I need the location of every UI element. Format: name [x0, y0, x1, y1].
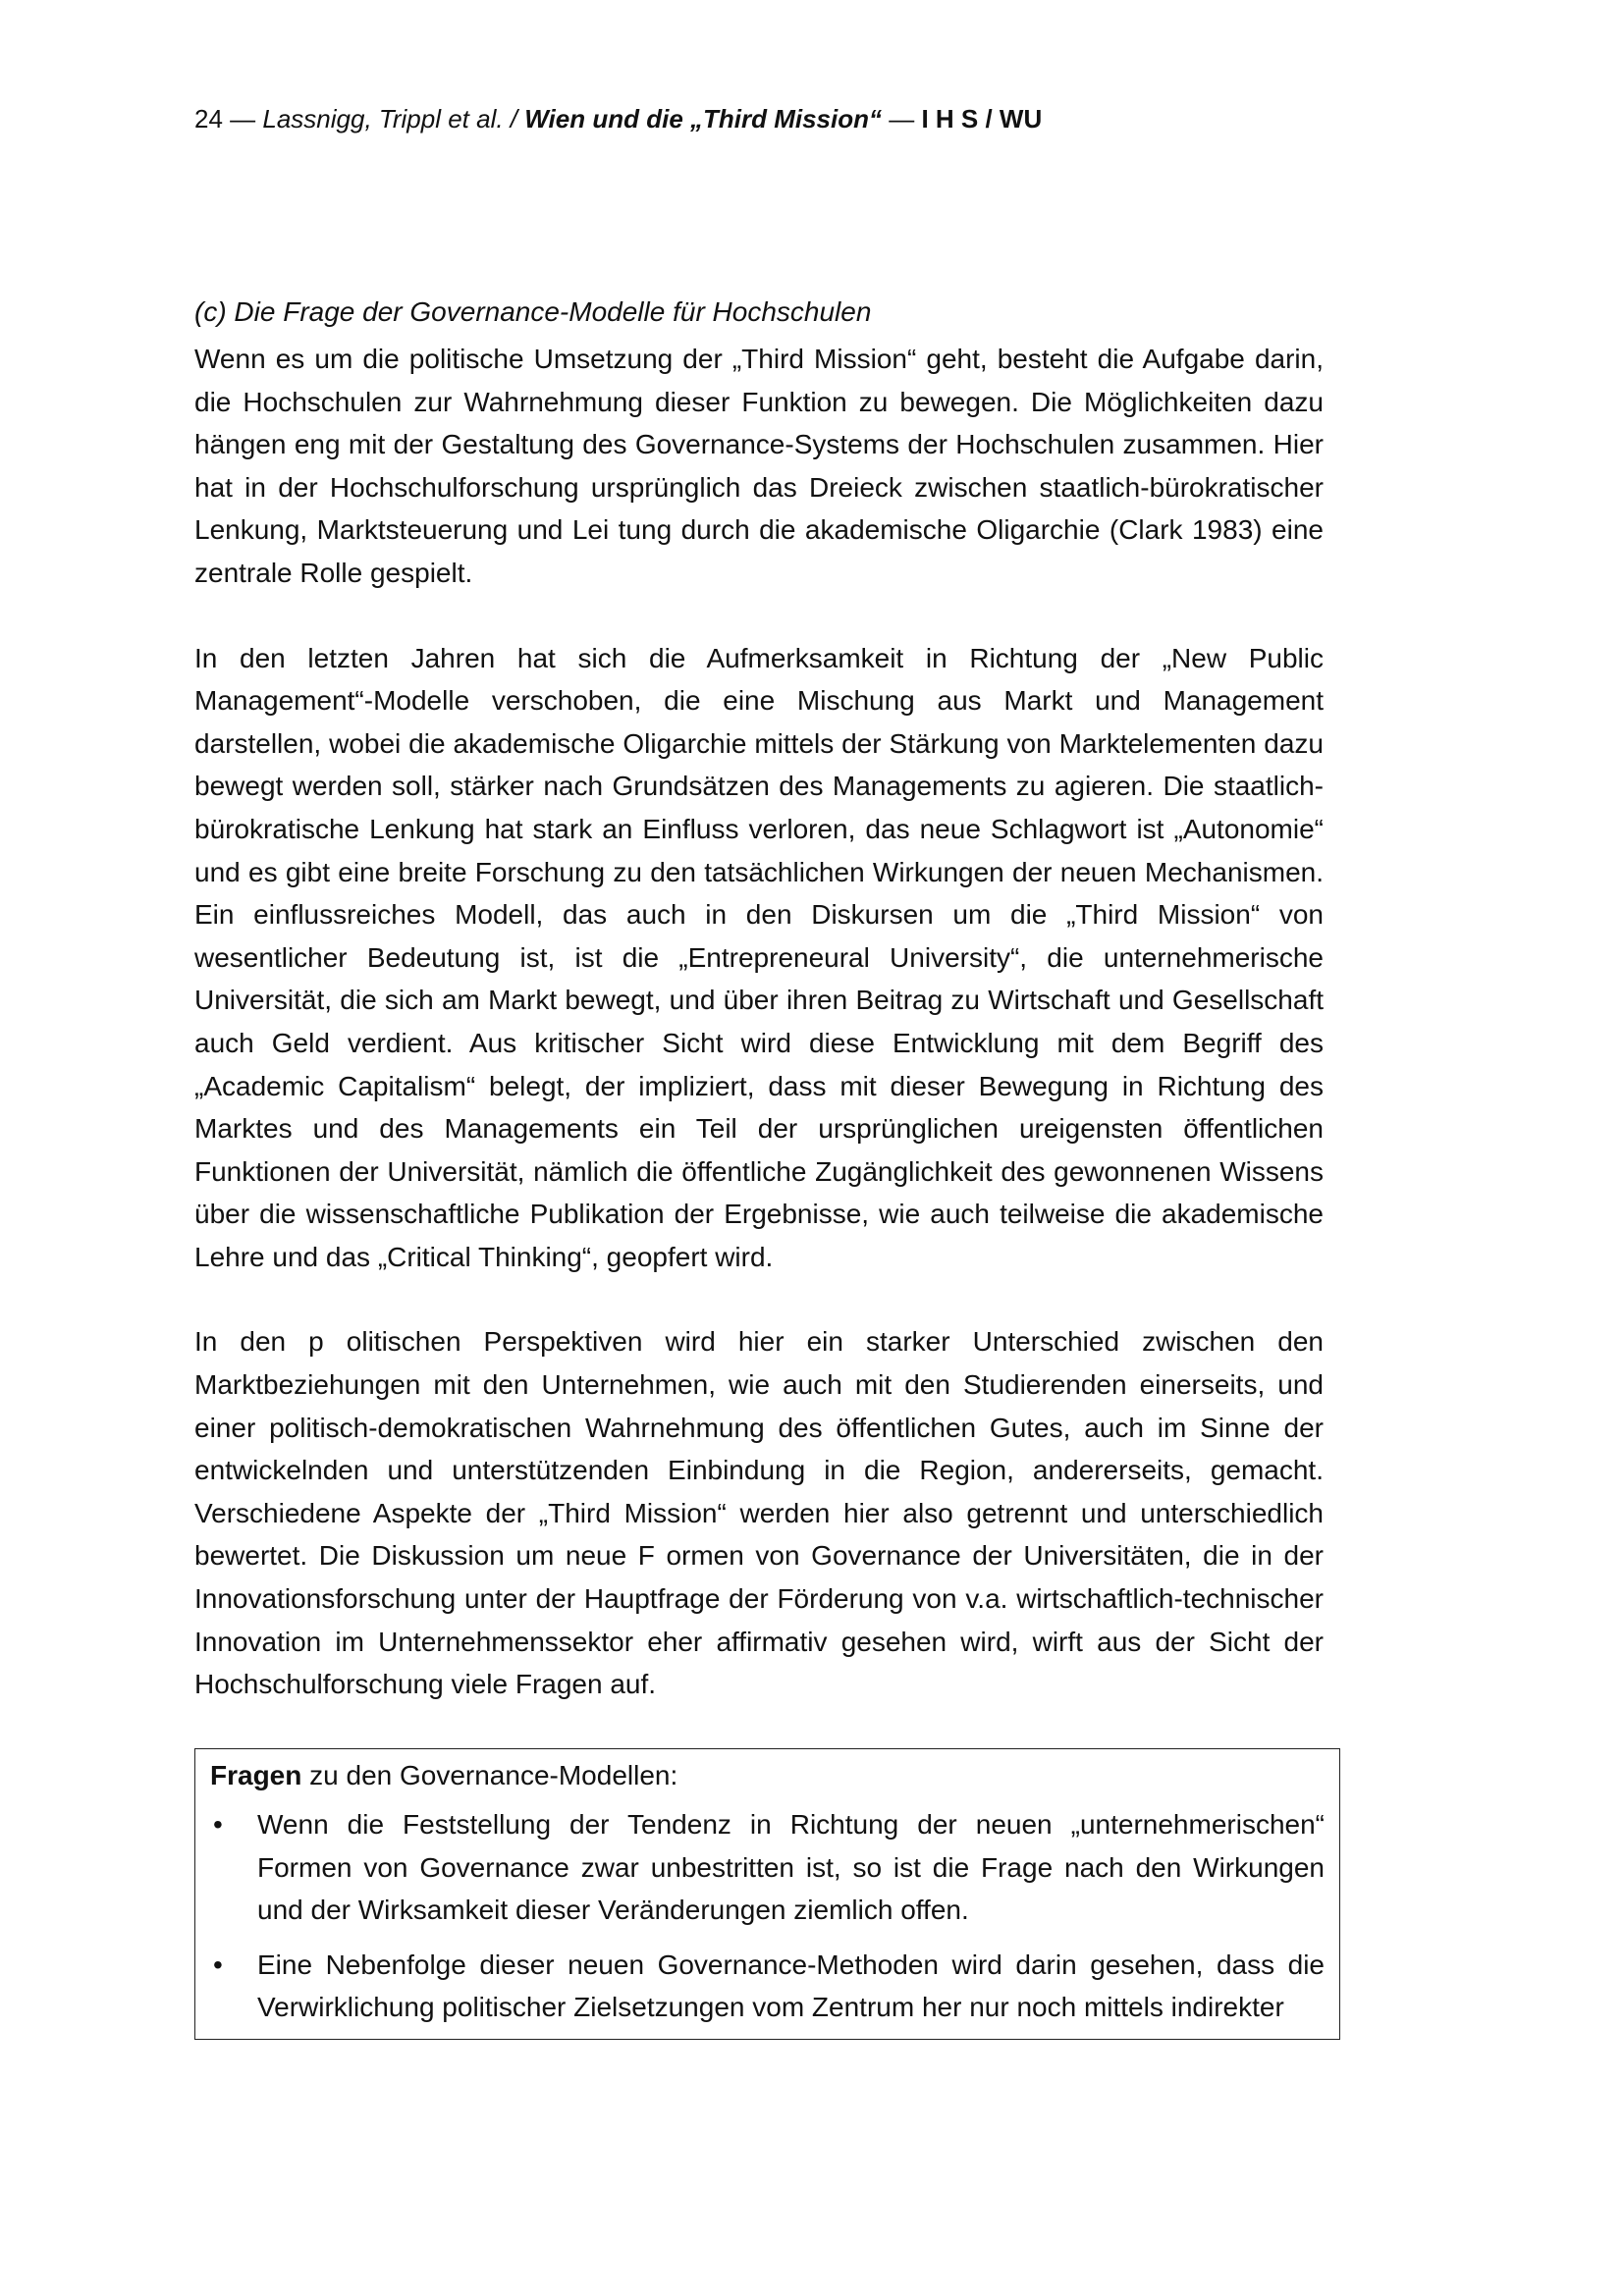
- questions-heading-bold: Fragen: [210, 1760, 302, 1790]
- question-text: Wenn die Feststellung der Tendenz in Richtung der neuen „unternehmerischen“ Formen von Governance zwar unbestritten ist, so ist die Frage nach den Wirkungen und der Wirksamkeit dieser Veränderungen ziemlich offen.: [257, 1809, 1325, 1926]
- section-title: (c) Die Frage der Governance-Modelle für Hochschulen: [194, 296, 872, 327]
- paragraph-1: Wenn es um die politische Umsetzung der „Third Mission“ geht, besteht die Aufgabe darin, die Hochschulen zur Wahrnehmung dieser Funktion zu bewegen. Die Möglichkeiten dazu hängen eng mit der Gestaltung des Governance-Systems der Hochschulen zusammen. Hier hat in der Hochschulforschung ursprünglich das Dreieck zwischen staatlich-bürokratischer Lenkung, Marktsteuerung und Lei tung durch die akademische Oligarchie (Clark 1983) eine zentrale Rolle gespielt.: [194, 344, 1324, 588]
- header-dash: —: [882, 104, 922, 133]
- questions-list: [210, 1803, 1325, 2029]
- questions-heading-rest: zu den Governance-Modellen:: [301, 1760, 678, 1790]
- paragraph-3: In den p olitischen Perspektiven wird hier ein starker Unterschied zwischen den Marktbeziehungen mit den Unternehmen, wie auch mit den Studierenden einerseits, und einer politisch-demokratischen Wahrnehmung des öffentlichen Gutes, auch im Sinne der entwickelnden und unterstützenden Einbindung in die Region, andererseits, gemacht. Verschiedene Aspekte der „Third Mission“ werden hier also getrennt und unterschiedlich bewertet. Die Diskussion um neue F ormen von Governance der Universitäten, die in der Innovationsforschung unter der Hauptfrage der Förderung von v.a. wirtschaftlich-technischer Innovation im Unternehmenssektor eher affirmativ gesehen wird, wirft aus der Sicht der Hochschulforschung viele Fragen auf.: [194, 1326, 1324, 1700]
- header-authors: Lassnigg, Trippl et al. /: [255, 104, 525, 133]
- page-number: 24 —: [194, 104, 256, 133]
- questions-box-heading: [210, 1756, 1325, 1795]
- running-header: [194, 102, 1432, 135]
- header-institutions: I H S / WU: [921, 104, 1043, 133]
- question-item: [210, 1944, 1325, 2029]
- body-content: [194, 293, 1324, 1748]
- bullet-icon: •: [213, 1809, 223, 1840]
- questions-box: [194, 1748, 1340, 2040]
- question-item: [210, 1803, 1325, 1932]
- question-text: Eine Nebenfolge dieser neuen Governance-Methoden wird darin gesehen, dass die Verwirklichung politischer Zielsetzungen vom Zentrum her nur noch mittels indirekter: [257, 1949, 1325, 2023]
- paragraph-2: In den letzten Jahren hat sich die Aufmerksamkeit in Richtung der „New Public Management“-Modelle verschoben, die eine Mischung aus Markt und Management darstellen, wobei die akademische Oligarchie mittels der Stärkung von Marktelementen dazu bewegt werden soll, stärker nach Grundsätzen des Managements zu agieren. Die staatlich-bürokratische Lenkung hat stark an Einfluss verloren, das neue Schlagwort ist „Autonomie“ und es gibt eine breite Forschung zu den tatsächlichen Wirkungen der neuen Mechanismen. Ein einflussreiches Modell, das auch in den Diskursen um die „Third Mission“ von wesentlicher Bedeutung ist, ist die „Entrepreneural University“, die unternehmerische Universität, die sich am Markt bewegt, und über ihren Beitrag zu Wirtschaft und Gesellschaft auch Geld verdient. Aus kritischer Sicht wird diese Entwicklung mit dem Begriff des „Academic Capitalism“ belegt, der impliziert, dass mit dieser Bewegung in Richtung des Marktes und des Managements ein Teil der ursprünglichen ureigensten öffentlichen Funktionen der Universität, nämlich die öffentliche Zugänglichkeit des gewonnenen Wissens über die wissenschaftliche Publikation der Ergebnisse, wie auch teilweise die akademische Lehre und das „Critical Thinking“, geopfert wird.: [194, 642, 1324, 1272]
- header-title: Wien und die „Third Mission“: [524, 104, 883, 133]
- bullet-icon: •: [213, 1949, 223, 1980]
